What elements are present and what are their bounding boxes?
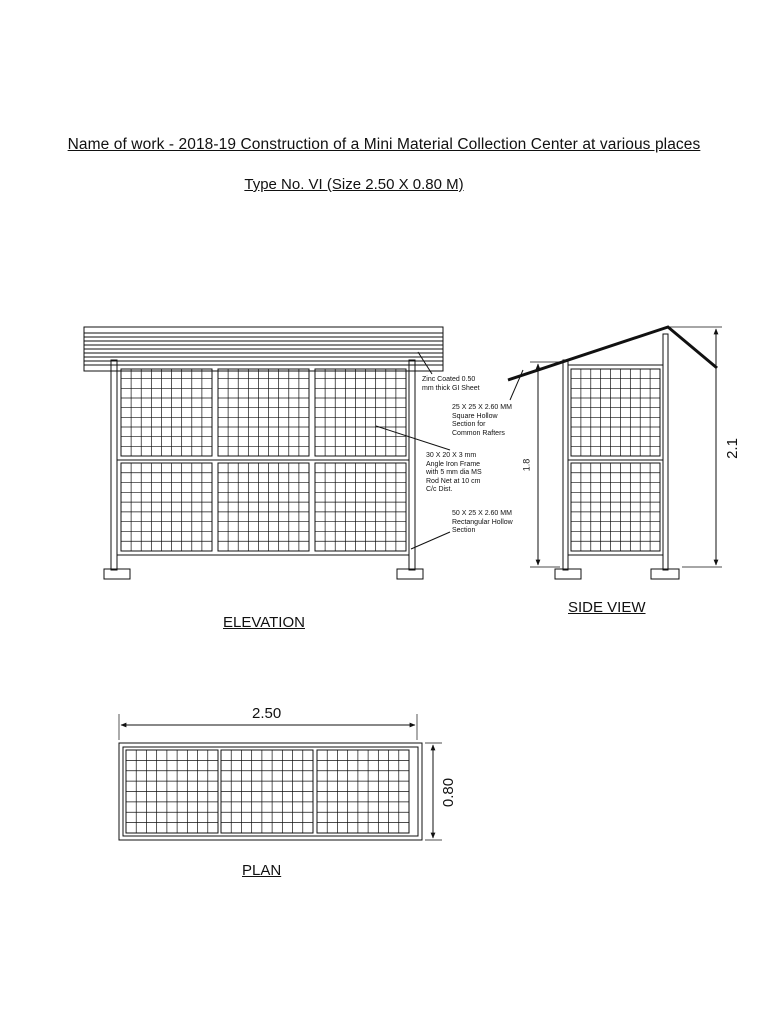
side-post-left (563, 360, 568, 570)
drawing-title: Name of work - 2018-19 Construction of a Mini Material Collection Center at various places (67, 136, 701, 153)
side-dimension-1-8 (530, 362, 560, 567)
elevation-drawing (84, 327, 450, 579)
dimension-total-height: 2.1 (723, 438, 741, 459)
note-rafters: 25 X 25 X 2.60 MM Square Hollow Section for Common Rafters (452, 404, 512, 437)
plan-label: PLAN (242, 862, 282, 879)
elevation-label: ELEVATION (223, 614, 305, 631)
note-angle-frame: 30 X 20 X 3 mm Angle Iron Frame with 5 mm dia MS Rod Net at 10 cm C/c Dist. (426, 452, 482, 494)
dimension-plan-width: 0.80 (440, 777, 458, 808)
note-roof-sheet: Zinc Coated 0.50 mm thick GI Sheet (422, 376, 480, 392)
elevation-posts (111, 360, 415, 570)
plan-mesh-panels (126, 750, 409, 833)
dimension-plan-length: 2.50 (252, 705, 282, 722)
side-roof (508, 327, 717, 380)
drawing-subtitle: Type No. VI (Size 2.50 X 0.80 M) (244, 176, 464, 193)
side-post-right (663, 334, 668, 570)
side-rafter-leader (510, 370, 523, 400)
side-dimension-2-1 (670, 327, 722, 567)
note-post-section: 50 X 25 X 2.60 MM Rectangular Hollow Section (452, 510, 513, 535)
side-view-drawing (508, 327, 722, 579)
elevation-roof (84, 327, 443, 371)
plan-drawing (119, 714, 442, 840)
dimension-wall-height: 1.8 (521, 458, 532, 472)
side-view-label: SIDE VIEW (568, 599, 646, 616)
